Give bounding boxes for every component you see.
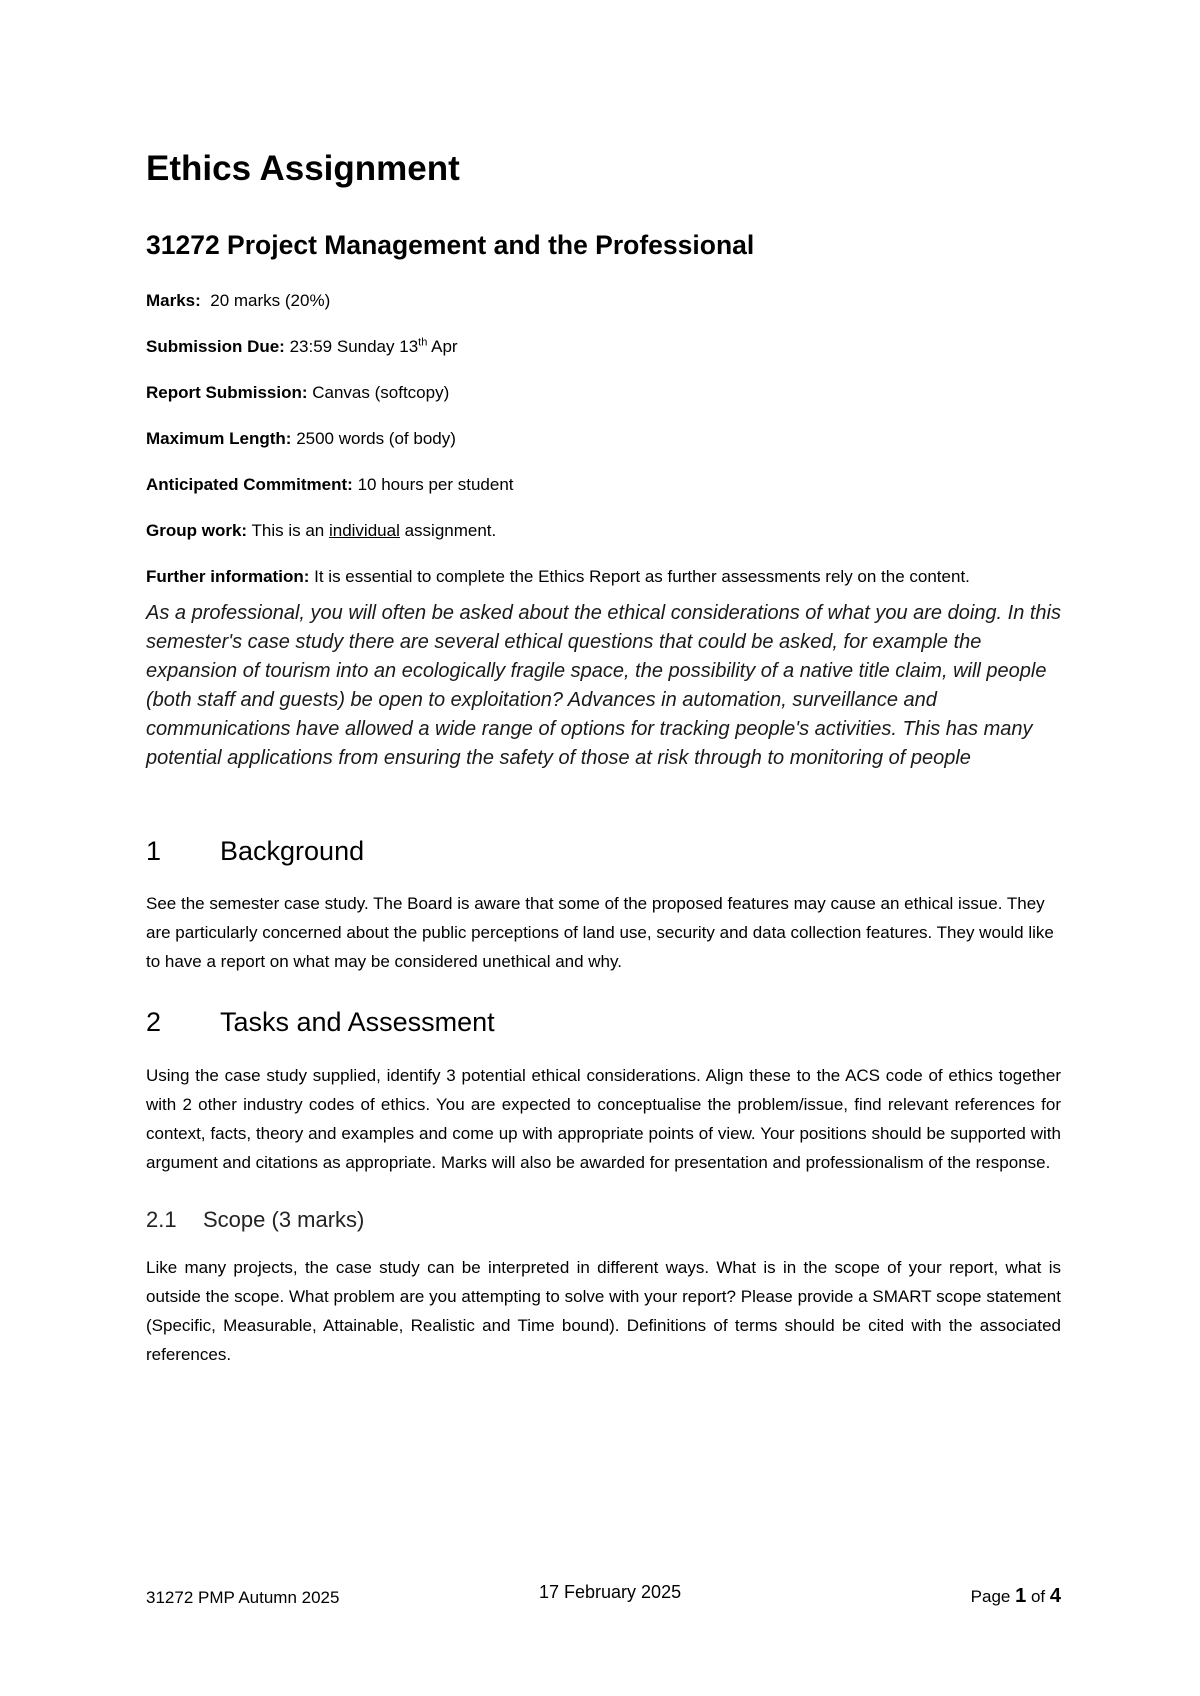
footer-page-number (971, 1585, 1061, 1608)
subsection-title: Scope (3 marks) (203, 1206, 365, 1232)
report-submission-line (146, 378, 1061, 407)
section-number: 2 (146, 1007, 162, 1038)
submission-due-line (146, 332, 1061, 361)
footer-course: 31272 PMP Autumn 2025 (146, 1588, 340, 1607)
document-subtitle: 31272 Project Management and the Professional (146, 230, 755, 260)
page-current: 1 (1015, 1585, 1027, 1607)
scope-paragraph: Like many projects, the case study can be interpreted in different ways. What is in the scope of your report, what is outside the scope. What problem are you attempting to solve with your report? Please provide a SMART scope statement (Specific, Measurable, Attainable, Realistic and Time bound). Definitions of terms should be cited with the associated references. (146, 1257, 1061, 1364)
page-content (146, 148, 1061, 1369)
section-title: Tasks and Assessment (220, 1007, 495, 1038)
section-heading-background (146, 835, 1061, 867)
intro-paragraph: As a professional, you will often be asked about the ethical considerations of what you are doing. In this semester's case study there are several ethical questions that could be asked, for example the expansion of tourism into an ecologically fragile space, the possibility of a native title claim, will people (both staff and guests) be open to exploitation? Advances in automation, surveillance and communications have allowed a wide range of options for tracking people's activities. This has many potential applications from ensuring the safety of those at risk through to monitoring of people (146, 601, 1061, 769)
of-word: of (1030, 1587, 1046, 1606)
commitment-label: Anticipated Commitment: (146, 474, 353, 494)
length-value: 2500 words (of body) (296, 428, 456, 448)
further-label: Further information: (146, 566, 310, 586)
group-work-line (146, 516, 1061, 545)
due-value: 23:59 Sunday 13 (289, 336, 419, 356)
group-pre: This is an (251, 520, 325, 540)
page-total: 4 (1049, 1585, 1061, 1607)
further-value: It is essential to complete the Ethics Report as further assessments rely on the content. (314, 566, 970, 586)
page-footer (146, 1582, 1061, 1608)
document-title: Ethics Assignment (146, 149, 460, 188)
marks-label: Marks: (146, 290, 201, 310)
due-superscript: th (418, 336, 428, 349)
length-label: Maximum Length: (146, 428, 292, 448)
due-label: Submission Due: (146, 336, 285, 356)
group-label: Group work: (146, 520, 248, 540)
page-word: Page (970, 1587, 1011, 1606)
commitment-value: 10 hours per student (357, 474, 514, 494)
section-heading-tasks (146, 1006, 1061, 1038)
further-information-line (146, 562, 1061, 591)
footer-date: 17 February 2025 (539, 1582, 682, 1602)
group-post: assignment. (404, 520, 497, 540)
section-title: Background (220, 835, 365, 866)
background-paragraph: See the semester case study. The Board is aware that some of the proposed features may cause an ethical issue. They are particularly concerned about the public perceptions of land use, security and data collection features. They would like to have a report on what may be considered unethical and why. (146, 894, 1054, 972)
subsection-heading-scope (146, 1207, 1061, 1233)
report-label: Report Submission: (146, 382, 308, 402)
due-month: Apr (431, 336, 458, 356)
section-number: 1 (146, 835, 162, 866)
tasks-paragraph: Using the case study supplied, identify 3 potential ethical considerations. Align these to the ACS code of ethics together with 2 other industry codes of ethics. You are expected to conceptualise the problem/issue, find relevant references for context, facts, theory and examples and come up with appropriate points of view. Your positions should be supported with argument and citations as appropriate. Marks will also be awarded for presentation and professionalism of the response. (146, 1065, 1061, 1172)
maximum-length-line (146, 424, 1061, 453)
marks-value: 20 marks (20%) (210, 290, 331, 310)
commitment-line (146, 470, 1061, 499)
marks-line (146, 286, 1061, 315)
subsection-number: 2.1 (146, 1206, 177, 1232)
group-underlined: individual (328, 520, 400, 540)
report-value: Canvas (softcopy) (312, 382, 450, 402)
